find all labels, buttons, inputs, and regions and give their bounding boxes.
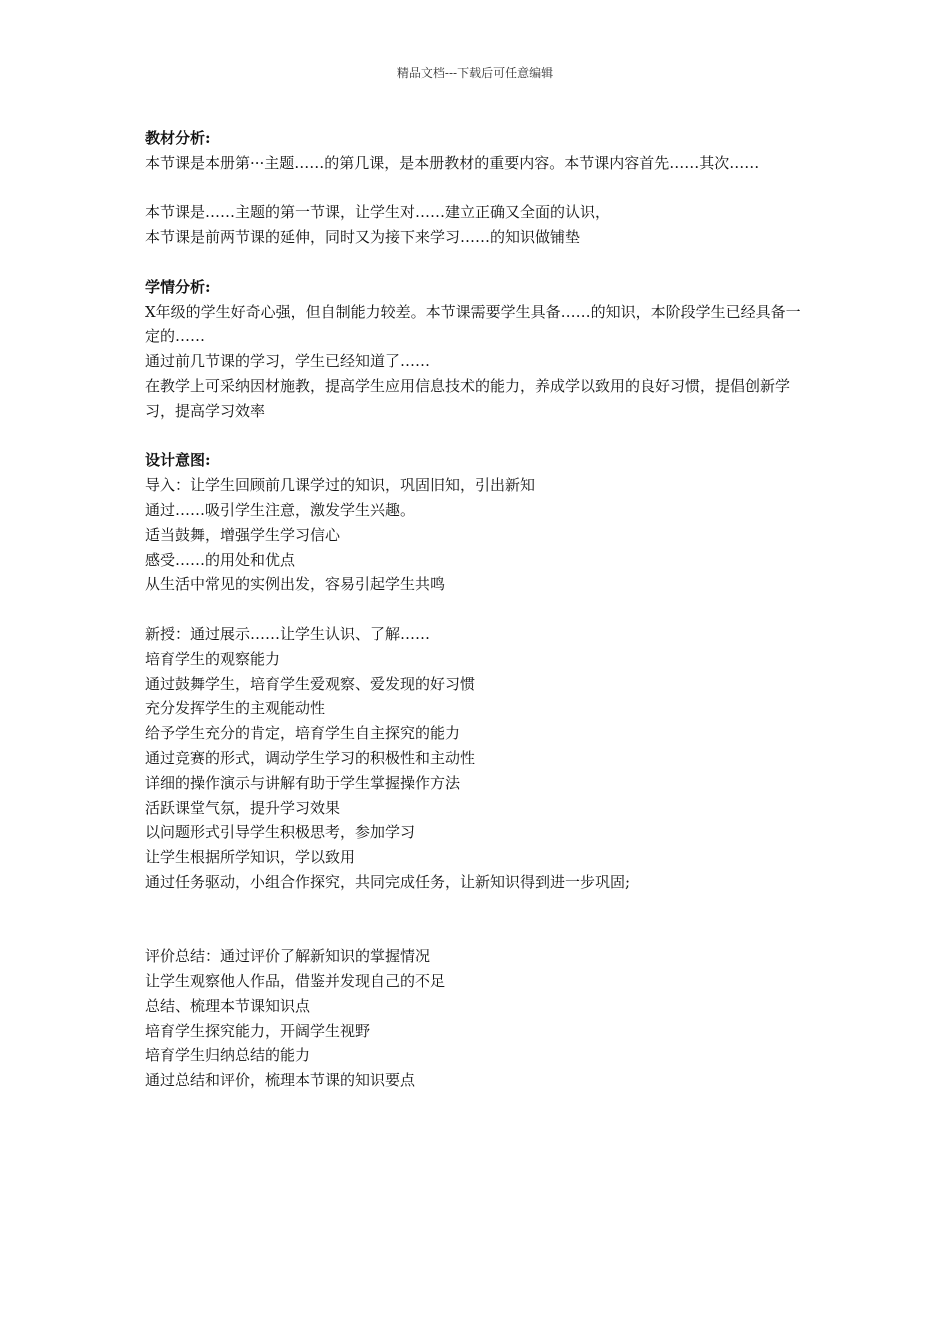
list-item: 从生活中常见的实例出发，容易引起学生共鸣: [145, 575, 446, 594]
document-body: [145, 126, 810, 1093]
list-item: 通过……吸引学生注意，激发学生兴趣。: [145, 500, 416, 519]
list-item: 通过鼓舞学生，培育学生爱观察、爱发现的好习惯: [145, 674, 476, 693]
list-item: 通过任务驱动，小组合作探究，共同完成任务，让新知识得到进一步巩固;: [145, 872, 631, 891]
list-item: 给予学生充分的肯定，培育学生自主探究的能力: [145, 724, 461, 743]
list-item: 通过总结和评价，梳理本节课的知识要点: [145, 1071, 416, 1090]
list-item: 培育学生探究能力，开阔学生视野: [145, 1021, 371, 1040]
list-item: 让学生根据所学知识，学以致用: [145, 848, 356, 867]
list-item: 培育学生的观察能力: [145, 649, 281, 668]
paragraph: X年级的学生好奇心强，但自制能力较差。本节课需要学生具备……的知识，本阶段学生已经具备一定的……: [145, 302, 801, 346]
section-heading-students: 学情分析:: [145, 277, 211, 296]
list-item: 培育学生归纳总结的能力: [145, 1046, 311, 1065]
list-item: 详细的操作演示与讲解有助于学生掌握操作方法: [145, 773, 461, 792]
paragraph: 本节课是本册第···主题……的第几课，是本册教材的重要内容。本节课内容首先……其次……: [145, 153, 760, 172]
section-heading-design: 设计意图:: [145, 451, 211, 470]
section-heading-material: 教材分析:: [145, 129, 211, 147]
list-item: 总结、梳理本节课知识点: [145, 996, 311, 1015]
new-lead: 新授：通过展示……让学生认识、了解……: [145, 624, 431, 643]
page-header: 精品文档---下载后可任意编辑: [396, 66, 554, 80]
paragraph: 在教学上可采纳因材施教，提高学生应用信息技术的能力，养成学以致用的良好习惯，提倡创新学习，提高学习效率: [145, 376, 791, 420]
list-item: 以问题形式引导学生积极思考，参加学习: [145, 823, 416, 842]
list-item: 通过竞赛的形式，调动学生学习的积极性和主动性: [145, 748, 476, 767]
paragraph: 本节课是前两节课的延伸，同时又为接下来学习……的知识做铺垫: [145, 228, 581, 247]
intro-lead: 导入：让学生回顾前几课学过的知识，巩固旧知，引出新知: [145, 476, 536, 495]
summary-sub: 让学生观察他人作品，借鉴并发现自己的不足: [145, 972, 446, 991]
summary-lead: 评价总结：通过评价了解新知识的掌握情况: [145, 947, 431, 966]
paragraph: 本节课是……主题的第一节课，让学生对……建立正确又全面的认识，: [145, 203, 611, 222]
list-item: 充分发挥学生的主观能动性: [145, 699, 326, 718]
list-item: 感受……的用处和优点: [145, 550, 296, 569]
paragraph: 通过前几节课的学习，学生已经知道了……: [145, 352, 431, 371]
list-item: 活跃课堂气氛，提升学习效果: [145, 798, 341, 817]
list-item: 适当鼓舞，增强学生学习信心: [145, 525, 341, 544]
